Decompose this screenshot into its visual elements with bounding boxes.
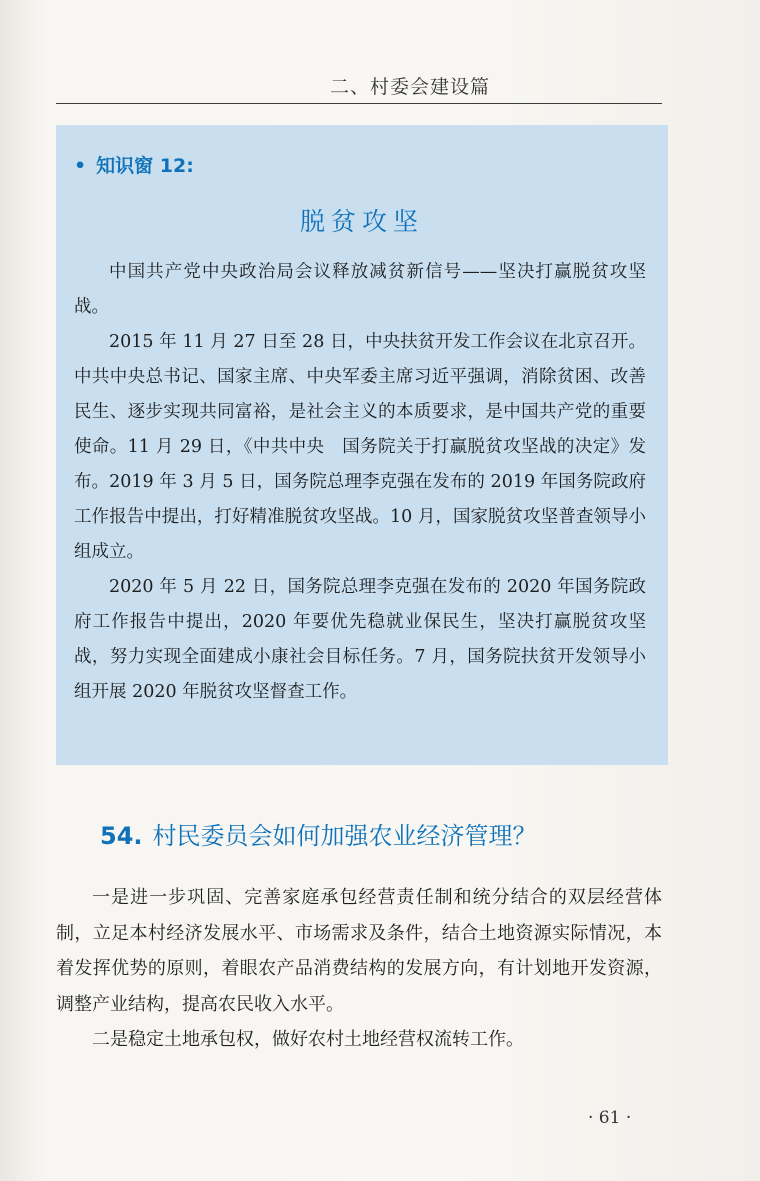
knowledge-paragraph: 2015 年 11 月 27 日至 28 日，中央扶贫开发工作会议在北京召开。中共中央总书记、国家主席、中央军委主席习近平强调，消除贫困、改善民生、逐步实现共同富裕，是社会主义的本质要求，是中国共产党的重要使命。11 月 29 日，《中共中央 国务院关于打赢脱贫攻坚战的决定》发布。2019 年 3 月 5 日，国务院总理李克强在发布的 2019 年国务院政府工作报告中提出，打好精准脱贫攻坚战。10 月，国家脱贫攻坚普查领导小组成立。 — [74, 332, 646, 562]
knowledge-box-body — [74, 255, 646, 710]
knowledge-box-label — [74, 151, 194, 178]
question-heading — [100, 816, 660, 851]
body-paragraph: 一是进一步巩固、完善家庭承包经营责任制和统分结合的双层经营体制，立足本村经济发展水平、市场需求及条件，结合土地资源实际情况，本着发挥优势的原则，着眼农产品消费结构的发展方向，有计划地开发资源，调整产业结构，提高农民收入水平。 — [56, 887, 662, 1015]
bullet-icon: • — [74, 155, 87, 177]
knowledge-paragraph: 中国共产党中央政治局会议释放减贫新信号——坚决打赢脱贫攻坚战。 — [74, 262, 646, 317]
knowledge-box-title: 脱贫攻坚 — [299, 207, 424, 236]
knowledge-box-label-text: 知识窗 12: — [96, 155, 194, 177]
main-body — [56, 880, 662, 1058]
question-text: 村民委员会如何加强农业经济管理？ — [152, 822, 537, 850]
body-paragraph: 二是稳定土地承包权，做好农村土地经营权流转工作。 — [92, 1029, 524, 1050]
knowledge-paragraph: 2020 年 5 月 22 日，国务院总理李克强在发布的 2020 年国务院政府工作报告中提出，2020 年要优先稳就业保民生，坚决打赢脱贫攻坚战，努力实现全面建成小康社会目标任务。7 月，国务院扶贫开发领导小组开展 2020 年脱贫攻坚督查工作。 — [74, 577, 646, 702]
page-number: · 61 · — [588, 1108, 632, 1128]
running-head: 二、村委会建设篇 — [330, 76, 491, 98]
question-number: 54. — [100, 822, 143, 850]
header-rule — [56, 103, 662, 104]
